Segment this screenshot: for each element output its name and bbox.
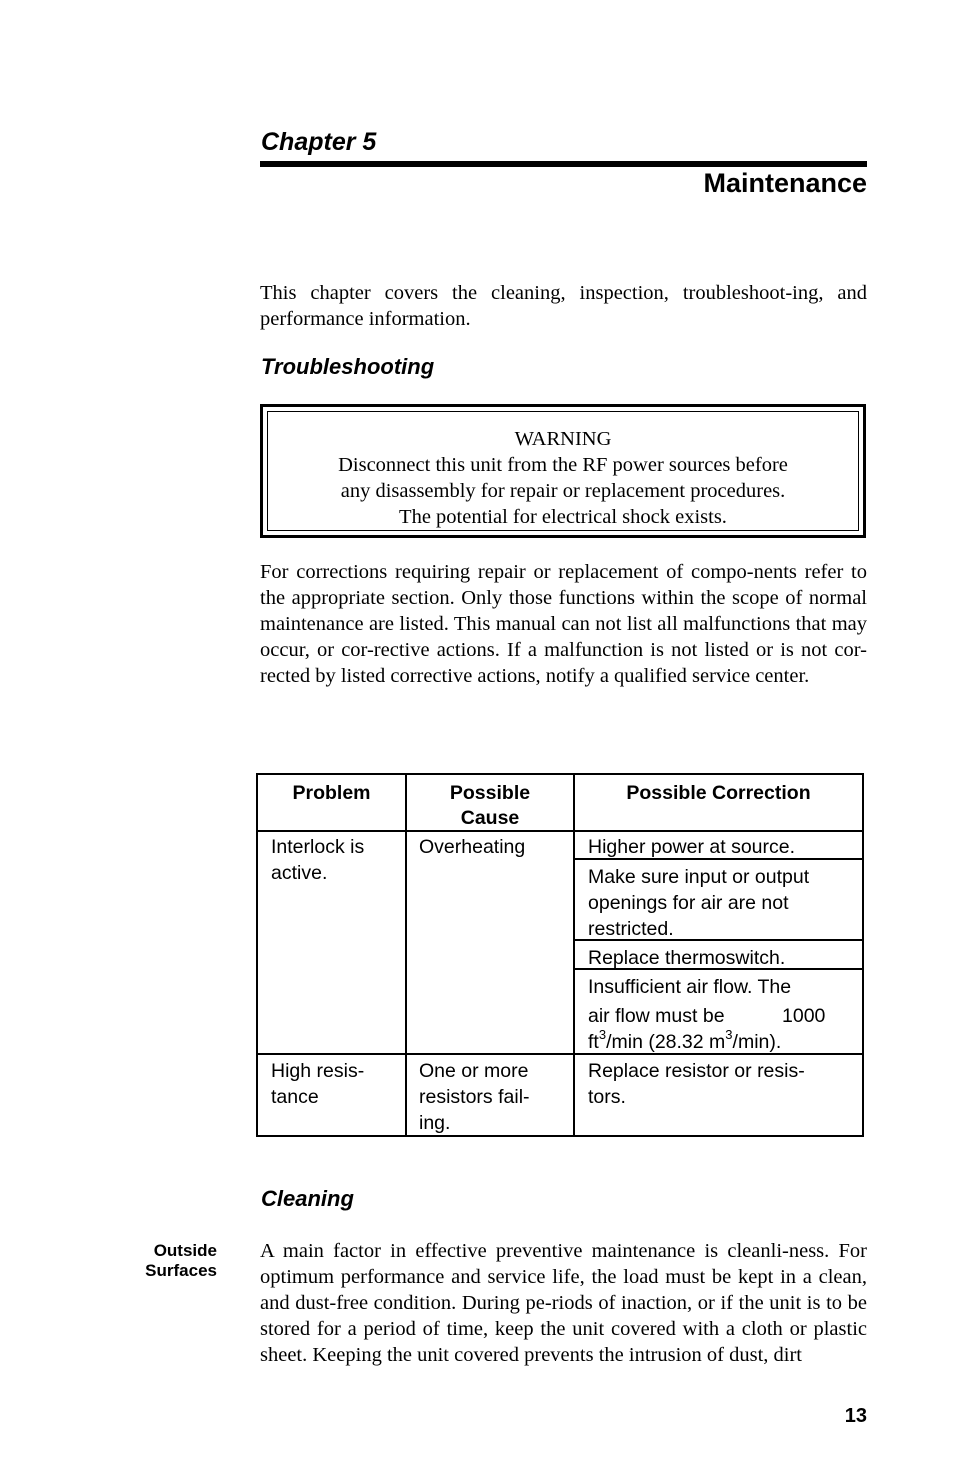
- margin-label: [145, 1241, 217, 1281]
- corrections-paragraph: For corrections requiring repair or replacement of compo-nents refer to the appropriate section. Only those functions within the scope of normal maintenance are listed. This manual can not list all malfunctions that may occur, or cor-rective actions. If a malfunction is not listed or is not cor-rected by listed corrective actions, notify a qualified service center.: [260, 561, 867, 687]
- header-correction: Possible Correction: [626, 782, 811, 804]
- header-cause: Cause: [460, 807, 520, 829]
- problem-cell: High resis-: [271, 1060, 365, 1082]
- correction-cell: openings for air are not: [588, 892, 789, 914]
- warning-line: any disassembly for repair or replacement procedures.: [340, 480, 786, 502]
- correction-cell: tors.: [588, 1086, 626, 1108]
- troubleshooting-heading: Troubleshooting: [261, 354, 435, 379]
- correction-cell: air flow must be: [588, 1005, 725, 1027]
- header-cause: Possible: [449, 782, 531, 804]
- margin-label-line: Outside: [153, 1241, 217, 1260]
- cleaning-heading: Cleaning: [261, 1186, 354, 1211]
- header-problem: Problem: [292, 782, 371, 804]
- intro-paragraph: This chapter covers the cleaning, inspection, troubleshoot-ing, and performance information.: [260, 282, 867, 330]
- correction-cell: 1000: [782, 1005, 826, 1027]
- cause-cell: ing.: [419, 1112, 451, 1134]
- warning-box: [260, 404, 866, 538]
- warning-title: WARNING: [514, 428, 612, 450]
- correction-cell: $ft^3/\min$ (28.32 $m^3/\min$).: [588, 1026, 782, 1053]
- correction-cell: restricted.: [588, 918, 674, 940]
- page-number: 13: [844, 1405, 867, 1427]
- problem-cell: active.: [271, 862, 328, 884]
- troubleshooting-table: [256, 773, 864, 1137]
- chapter-title: Maintenance: [703, 168, 867, 198]
- cause-cell: resistors fail-: [419, 1086, 530, 1108]
- margin-label-line: Surfaces: [145, 1261, 217, 1280]
- cause-cell: One or more: [419, 1060, 529, 1082]
- chapter-rule: [260, 161, 867, 167]
- problem-cell: Interlock is: [271, 836, 365, 858]
- cause-cell: Overheating: [419, 836, 526, 858]
- correction-cell: Replace thermoswitch.: [588, 947, 786, 969]
- cleaning-paragraph: A main factor in effective preventive maintenance is cleanli-ness. For optimum performance and service life, the load must be kept in a clean, and dust-free condition. During pe-riods of inaction, or if the unit is to be stored for a period of time, keep the unit covered with a cloth or plastic sheet. Keeping the unit covered prevents the intrusion of dust, dirt: [260, 1240, 867, 1366]
- correction-cell: Replace resistor or resis-: [588, 1060, 805, 1082]
- correction-cell: Make sure input or output: [588, 866, 810, 888]
- problem-cell: tance: [271, 1086, 319, 1108]
- warning-line: Disconnect this unit from the RF power sources before: [338, 454, 788, 476]
- correction-cell: Insufficient air flow. The: [588, 976, 792, 998]
- warning-line: The potential for electrical shock exists.: [399, 506, 727, 528]
- correction-cell: Higher power at source.: [588, 836, 796, 858]
- chapter-label: Chapter 5: [261, 128, 377, 156]
